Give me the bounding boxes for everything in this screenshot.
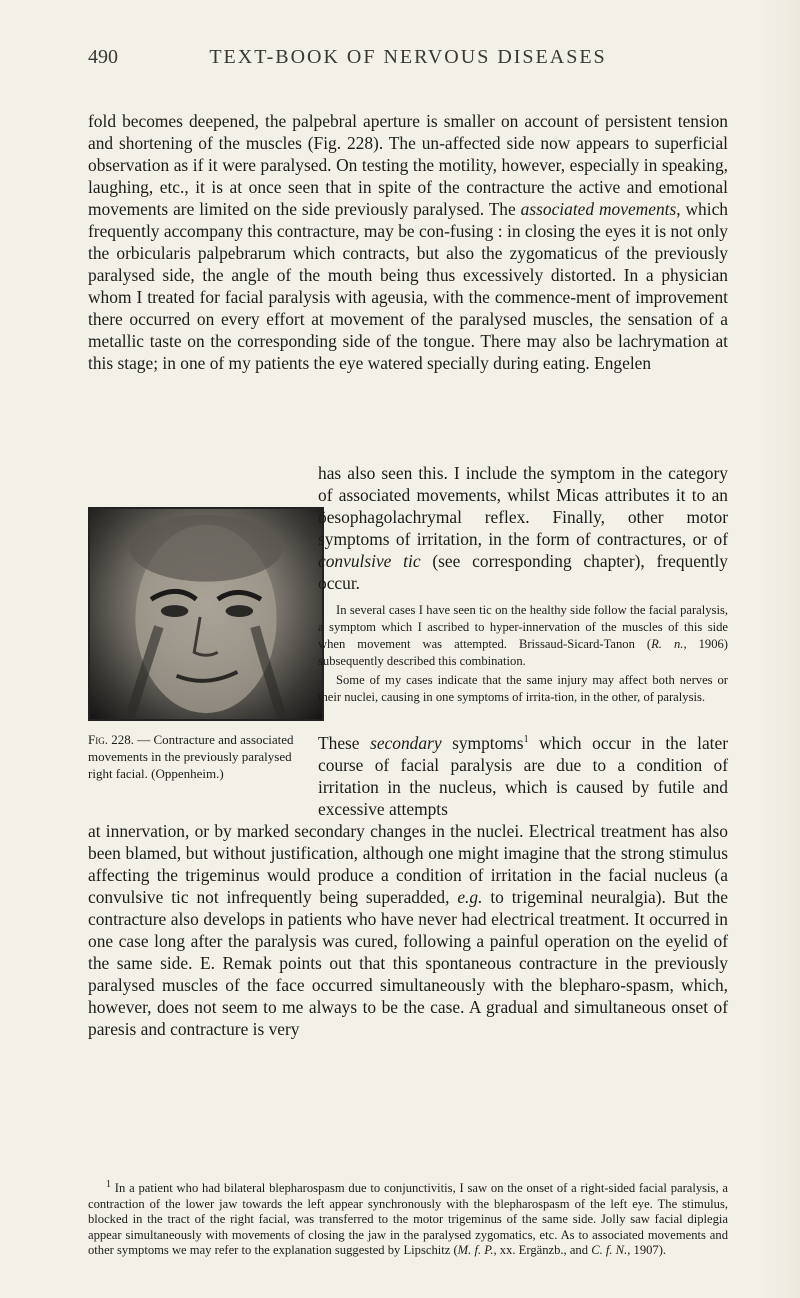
paragraph-3 [88,820,728,1040]
footnote-citation-1: M. f. P. [457,1243,494,1257]
figure-228-photo [88,507,324,721]
footnote-ref: 1 [523,734,529,746]
right-column [318,462,728,708]
inset-note-1b: , 1906) subsequently described this combination. [318,637,728,668]
paragraph-3b: to trigeminal neuralgia). But the contracture also develops in patients who have never had electrical treatment. It occurred in one case long after the paralysis was cured, following a painful operation on the eyelid of the same side. E. Remak points out that this spontaneous contracture in the previously paralysed muscles of the face occurred simultaneously with the blepharo-spasm, which, however, does not seem to me always to be the case. A gradual and simultaneous onset of paresis and contracture is very [88,887,728,1039]
page-number: 490 [88,46,118,68]
page-edge-shading [760,0,800,1298]
footnote [88,1178,728,1259]
right-column-text: has also seen this. I include the symptom in the category of associated movements, whilst Micas attributes it to an öesophagolachrymal reflex. Finally, other motor symptoms of irritation, in the form of contractures, or of [318,463,728,549]
figure-caption-text: — Contracture and associated movements in the previously paralysed right facial. (Oppenheim.) [88,732,294,781]
paragraph-1-emphasis: associated movements [520,199,677,219]
secondary-emphasis: secondary [370,733,442,753]
paragraph-1-continuation: , which frequently accompany this contracture, may be con-fusing : in closing the eyes it is not only the orbicularis palpebrarum which contracts, but also the zygomaticus of the previously paralysed side, the angle of the mouth being thus excessively distorted. In a physician whom I treated for facial paralysis with ageusia, with the commence-ment of improvement there occurred on every effort at movement of the paralysed muscles, the sensation of a metallic taste on the corresponding side of the tongue. There may also be lachrymation at this stage; in one of my patients the eye watered specially during eating. Engelen [88,199,728,373]
inset-note [318,602,728,706]
footnote-text-b: , xx. Ergänzb., and [493,1243,592,1257]
figure-caption [88,731,308,782]
footnote-text-c: , 1907). [627,1243,667,1257]
figure-label: Fig. 228. [88,732,134,747]
inset-note-2: Some of my cases indicate that the same injury may affect both nerves or their nuclei, causing in one symptoms of irrita-tion, in the other, of paralysis. [318,673,728,704]
paragraph-1 [88,110,728,374]
paragraph-2c: which occur in the later course of facial paralysis are due to a condition of irritation in the nucleus, which is caused by futile and excessive attempts [318,733,729,819]
paragraph-2 [318,732,728,820]
page-header [88,46,728,76]
right-column-text-end: (see corresponding chapter), frequently occur. [318,551,729,593]
paragraph-1-text: fold becomes deepened, the palpebral aperture is smaller on account of persistent tension and shortening of the muscles (Fig. 228). The un-affected side now appears to superficial observation as if it were paralysed. On testing the motility, however, especially in speaking, laughing, etc., it is at once seen that in spite of the contracture the active and emotional movements are limited on the side previously paralysed. The [88,111,728,219]
inset-note-1a: In several cases I have seen tic on the healthy side follow the facial paralysis, a symptom which I ascribed to hyper-innervation of the muscles of this side when movement was attempted. Brissaud-Sicard-Tanon ( [318,603,728,651]
face-photograph [90,509,322,719]
footnote-marker: 1 [106,1178,111,1190]
paragraph-3a: at innervation, or by marked secondary changes in the nuclei. Electrical treatment has also been blamed, but without justification, although one might imagine that the strong stimulus affecting the trigeminus would produce a condition of irritation in the facial nucleus (a convulsive tic not infrequently being superadded, [88,821,728,907]
inset-note-1-emphasis: R. n. [651,637,684,651]
footnote-text-a: In a patient who had bilateral blepharospasm due to conjunctivitis, I saw on the onset of a right-sided facial paralysis, a contraction of the lower jaw towards the left appear synchronously with the blepharospasm of the left eye. The stimulus, blocked in the tract of the right facial, was transferred to the motor trigeminus of the same side. Jolly saw facial diplegia appear simultaneously with movements of closing the jaw in the paralysed zygomatics, etc. As to associated movements and other symptoms we may refer to the explanation suggested by Lipschitz ( [88,1181,728,1257]
eg-emphasis: e.g. [457,887,483,907]
convulsive-tic-emphasis: convulsive tic [318,551,421,571]
paragraph-2b: symptoms [441,733,524,753]
running-head: TEXT-BOOK OF NERVOUS DISEASES [209,46,607,68]
footnote-citation-2: C. f. N. [591,1243,628,1257]
paragraph-2a: These [318,733,371,753]
